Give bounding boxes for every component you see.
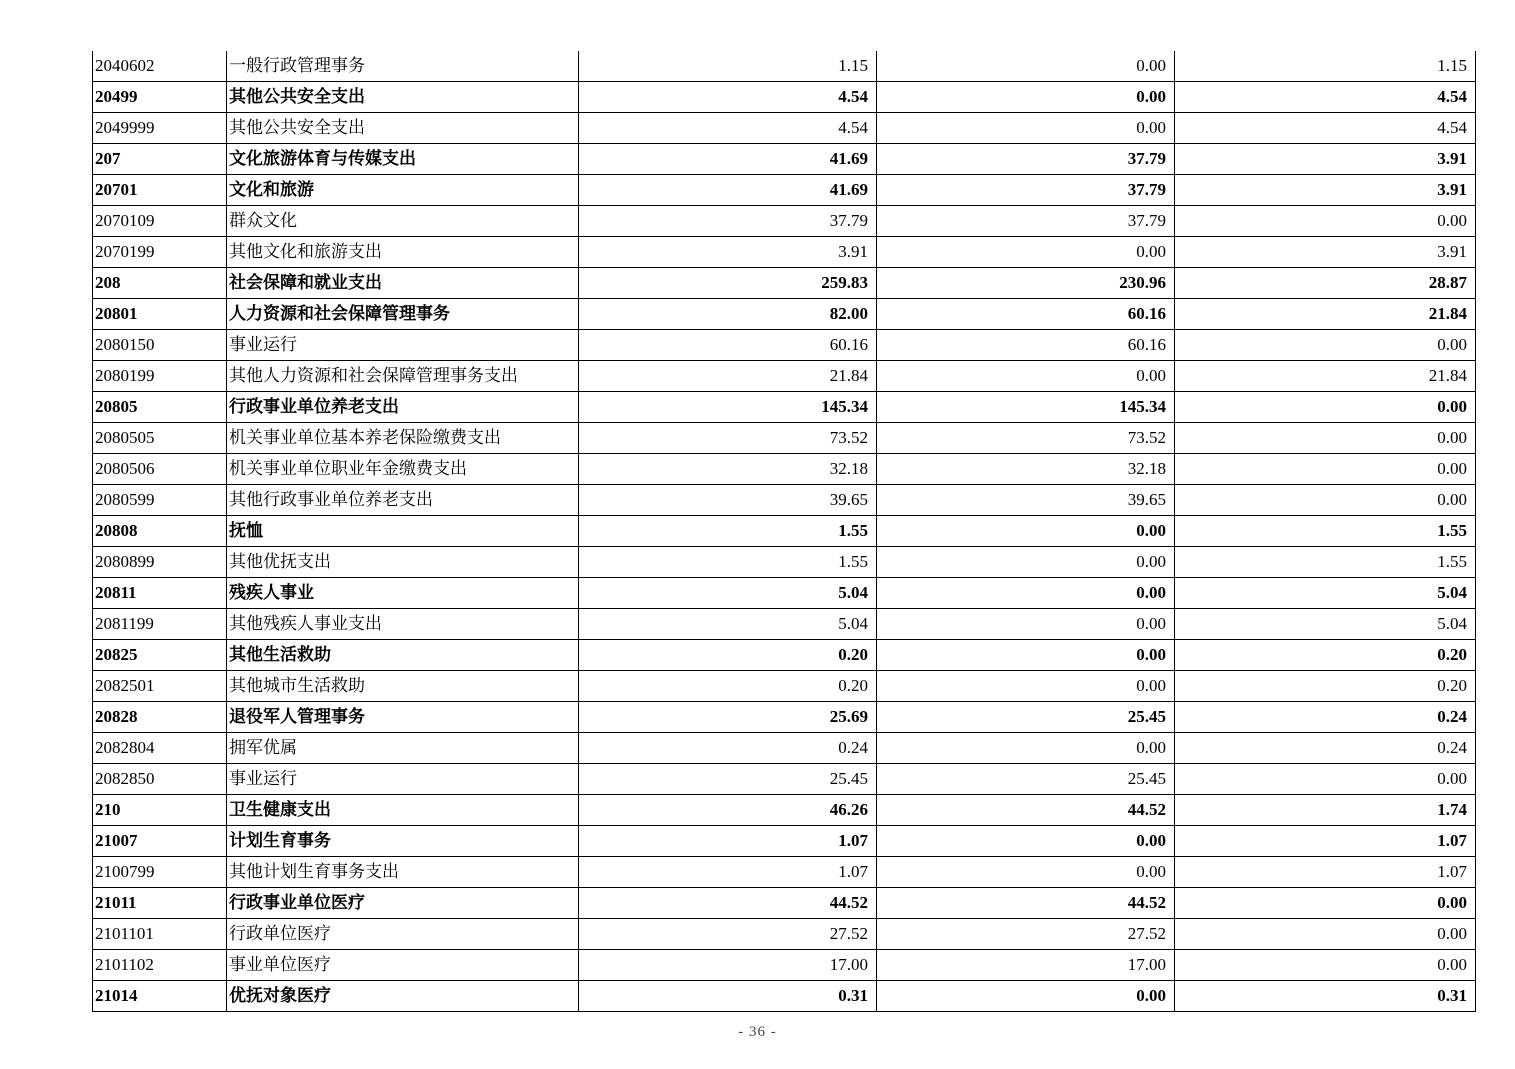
total-cell: 41.69: [579, 144, 877, 175]
name-cell: 拥军优属: [227, 733, 579, 764]
project-cell: 1.15: [1175, 51, 1476, 82]
code-cell: 2070199: [93, 237, 227, 268]
name-cell: 其他残疾人事业支出: [227, 609, 579, 640]
basic-cell: 37.79: [877, 144, 1175, 175]
total-cell: 82.00: [579, 299, 877, 330]
code-cell: 2080150: [93, 330, 227, 361]
project-cell: 21.84: [1175, 361, 1476, 392]
project-cell: 4.54: [1175, 82, 1476, 113]
total-cell: 0.20: [579, 640, 877, 671]
total-cell: 25.69: [579, 702, 877, 733]
code-cell: 20805: [93, 392, 227, 423]
name-cell: 残疾人事业: [227, 578, 579, 609]
total-cell: 1.07: [579, 826, 877, 857]
basic-cell: 27.52: [877, 919, 1175, 950]
project-cell: 1.07: [1175, 826, 1476, 857]
code-cell: 210: [93, 795, 227, 826]
project-cell: 4.54: [1175, 113, 1476, 144]
code-cell: 21007: [93, 826, 227, 857]
project-cell: 0.00: [1175, 485, 1476, 516]
total-cell: 0.20: [579, 671, 877, 702]
total-cell: 73.52: [579, 423, 877, 454]
basic-cell: 0.00: [877, 82, 1175, 113]
basic-cell: 0.00: [877, 113, 1175, 144]
table-row: [93, 82, 1476, 113]
name-cell: 其他人力资源和社会保障管理事务支出: [227, 361, 579, 392]
code-cell: 21011: [93, 888, 227, 919]
name-cell: 其他优抚支出: [227, 547, 579, 578]
code-cell: 20701: [93, 175, 227, 206]
basic-cell: 60.16: [877, 330, 1175, 361]
table-row: [93, 175, 1476, 206]
table-row: [93, 392, 1476, 423]
basic-cell: 230.96: [877, 268, 1175, 299]
total-cell: 0.24: [579, 733, 877, 764]
code-cell: 2081199: [93, 609, 227, 640]
basic-cell: 0.00: [877, 547, 1175, 578]
code-cell: 2070109: [93, 206, 227, 237]
name-cell: 其他公共安全支出: [227, 82, 579, 113]
name-cell: 行政事业单位养老支出: [227, 392, 579, 423]
table-row: [93, 454, 1476, 485]
project-cell: 0.20: [1175, 671, 1476, 702]
total-cell: 0.31: [579, 981, 877, 1012]
table-row: [93, 919, 1476, 950]
project-cell: 1.55: [1175, 547, 1476, 578]
basic-cell: 0.00: [877, 981, 1175, 1012]
name-cell: 其他文化和旅游支出: [227, 237, 579, 268]
basic-cell: 0.00: [877, 609, 1175, 640]
table-row: [93, 299, 1476, 330]
name-cell: 一般行政管理事务: [227, 51, 579, 82]
table-row: [93, 826, 1476, 857]
basic-cell: 17.00: [877, 950, 1175, 981]
project-cell: 0.00: [1175, 330, 1476, 361]
project-cell: 28.87: [1175, 268, 1476, 299]
basic-cell: 39.65: [877, 485, 1175, 516]
code-cell: 20801: [93, 299, 227, 330]
page-number: - 36 -: [738, 1024, 777, 1040]
code-cell: 2049999: [93, 113, 227, 144]
project-cell: 0.00: [1175, 950, 1476, 981]
name-cell: 抚恤: [227, 516, 579, 547]
total-cell: 259.83: [579, 268, 877, 299]
table-row: [93, 764, 1476, 795]
table-row: [93, 330, 1476, 361]
table-row: [93, 702, 1476, 733]
total-cell: 1.55: [579, 547, 877, 578]
basic-cell: 73.52: [877, 423, 1175, 454]
code-cell: 2040602: [93, 51, 227, 82]
code-cell: 20828: [93, 702, 227, 733]
project-cell: 0.00: [1175, 454, 1476, 485]
table-row: [93, 485, 1476, 516]
table-row: [93, 547, 1476, 578]
project-cell: 0.24: [1175, 733, 1476, 764]
name-cell: 社会保障和就业支出: [227, 268, 579, 299]
project-cell: 0.00: [1175, 423, 1476, 454]
name-cell: 事业运行: [227, 330, 579, 361]
project-cell: 0.24: [1175, 702, 1476, 733]
project-cell: 0.00: [1175, 919, 1476, 950]
table-row: [93, 144, 1476, 175]
total-cell: 4.54: [579, 82, 877, 113]
project-cell: 0.00: [1175, 888, 1476, 919]
table-row: [93, 733, 1476, 764]
basic-cell: 0.00: [877, 826, 1175, 857]
name-cell: 人力资源和社会保障管理事务: [227, 299, 579, 330]
table-row: [93, 981, 1476, 1012]
name-cell: 其他生活救助: [227, 640, 579, 671]
name-cell: 群众文化: [227, 206, 579, 237]
basic-cell: 0.00: [877, 237, 1175, 268]
code-cell: 2080199: [93, 361, 227, 392]
name-cell: 机关事业单位基本养老保险缴费支出: [227, 423, 579, 454]
table-row: [93, 113, 1476, 144]
code-cell: 2101102: [93, 950, 227, 981]
basic-cell: 44.52: [877, 888, 1175, 919]
basic-cell: 37.79: [877, 206, 1175, 237]
total-cell: 5.04: [579, 609, 877, 640]
table-row: [93, 888, 1476, 919]
code-cell: 207: [93, 144, 227, 175]
table-row: [93, 671, 1476, 702]
basic-cell: 44.52: [877, 795, 1175, 826]
name-cell: 文化和旅游: [227, 175, 579, 206]
table-row: [93, 516, 1476, 547]
code-cell: 2080599: [93, 485, 227, 516]
name-cell: 其他城市生活救助: [227, 671, 579, 702]
basic-cell: 0.00: [877, 516, 1175, 547]
project-cell: 0.00: [1175, 392, 1476, 423]
table-row: [93, 857, 1476, 888]
table-row: [93, 609, 1476, 640]
project-cell: 0.00: [1175, 764, 1476, 795]
code-cell: 20825: [93, 640, 227, 671]
table-row: [93, 795, 1476, 826]
project-cell: 0.31: [1175, 981, 1476, 1012]
code-cell: 2082501: [93, 671, 227, 702]
basic-cell: 25.45: [877, 702, 1175, 733]
project-cell: 1.07: [1175, 857, 1476, 888]
name-cell: 行政事业单位医疗: [227, 888, 579, 919]
basic-cell: 25.45: [877, 764, 1175, 795]
code-cell: 20499: [93, 82, 227, 113]
project-cell: 5.04: [1175, 578, 1476, 609]
name-cell: 事业运行: [227, 764, 579, 795]
total-cell: 25.45: [579, 764, 877, 795]
table-row: [93, 423, 1476, 454]
total-cell: 46.26: [579, 795, 877, 826]
basic-cell: 0.00: [877, 578, 1175, 609]
code-cell: 2101101: [93, 919, 227, 950]
name-cell: 文化旅游体育与传媒支出: [227, 144, 579, 175]
total-cell: 145.34: [579, 392, 877, 423]
project-cell: 1.55: [1175, 516, 1476, 547]
project-cell: 3.91: [1175, 144, 1476, 175]
total-cell: 60.16: [579, 330, 877, 361]
name-cell: 其他行政事业单位养老支出: [227, 485, 579, 516]
basic-cell: 37.79: [877, 175, 1175, 206]
basic-cell: 32.18: [877, 454, 1175, 485]
project-cell: 3.91: [1175, 237, 1476, 268]
table-row: [93, 950, 1476, 981]
table-row: [93, 361, 1476, 392]
basic-cell: 0.00: [877, 671, 1175, 702]
basic-cell: 60.16: [877, 299, 1175, 330]
total-cell: 37.79: [579, 206, 877, 237]
total-cell: 21.84: [579, 361, 877, 392]
total-cell: 1.15: [579, 51, 877, 82]
code-cell: 2100799: [93, 857, 227, 888]
total-cell: 44.52: [579, 888, 877, 919]
table-row: [93, 640, 1476, 671]
total-cell: 4.54: [579, 113, 877, 144]
table-row: [93, 51, 1476, 82]
basic-cell: 0.00: [877, 361, 1175, 392]
total-cell: 1.55: [579, 516, 877, 547]
table-row: [93, 578, 1476, 609]
name-cell: 其他计划生育事务支出: [227, 857, 579, 888]
name-cell: 其他公共安全支出: [227, 113, 579, 144]
total-cell: 39.65: [579, 485, 877, 516]
code-cell: 2080899: [93, 547, 227, 578]
name-cell: 事业单位医疗: [227, 950, 579, 981]
total-cell: 32.18: [579, 454, 877, 485]
total-cell: 3.91: [579, 237, 877, 268]
total-cell: 1.07: [579, 857, 877, 888]
code-cell: 2080505: [93, 423, 227, 454]
basic-cell: 0.00: [877, 51, 1175, 82]
name-cell: 优抚对象医疗: [227, 981, 579, 1012]
budget-table: [92, 51, 1476, 1012]
code-cell: 2080506: [93, 454, 227, 485]
project-cell: 0.00: [1175, 206, 1476, 237]
project-cell: 5.04: [1175, 609, 1476, 640]
total-cell: 27.52: [579, 919, 877, 950]
total-cell: 41.69: [579, 175, 877, 206]
name-cell: 计划生育事务: [227, 826, 579, 857]
name-cell: 卫生健康支出: [227, 795, 579, 826]
code-cell: 2082804: [93, 733, 227, 764]
project-cell: 1.74: [1175, 795, 1476, 826]
project-cell: 0.20: [1175, 640, 1476, 671]
project-cell: 3.91: [1175, 175, 1476, 206]
basic-cell: 0.00: [877, 857, 1175, 888]
table-row: [93, 268, 1476, 299]
basic-cell: 145.34: [877, 392, 1175, 423]
name-cell: 退役军人管理事务: [227, 702, 579, 733]
code-cell: 21014: [93, 981, 227, 1012]
basic-cell: 0.00: [877, 640, 1175, 671]
name-cell: 机关事业单位职业年金缴费支出: [227, 454, 579, 485]
code-cell: 208: [93, 268, 227, 299]
code-cell: 2082850: [93, 764, 227, 795]
code-cell: 20808: [93, 516, 227, 547]
table-row: [93, 237, 1476, 268]
name-cell: 行政单位医疗: [227, 919, 579, 950]
total-cell: 17.00: [579, 950, 877, 981]
total-cell: 5.04: [579, 578, 877, 609]
basic-cell: 0.00: [877, 733, 1175, 764]
table-row: [93, 206, 1476, 237]
code-cell: 20811: [93, 578, 227, 609]
project-cell: 21.84: [1175, 299, 1476, 330]
table-body: [93, 51, 1476, 1012]
